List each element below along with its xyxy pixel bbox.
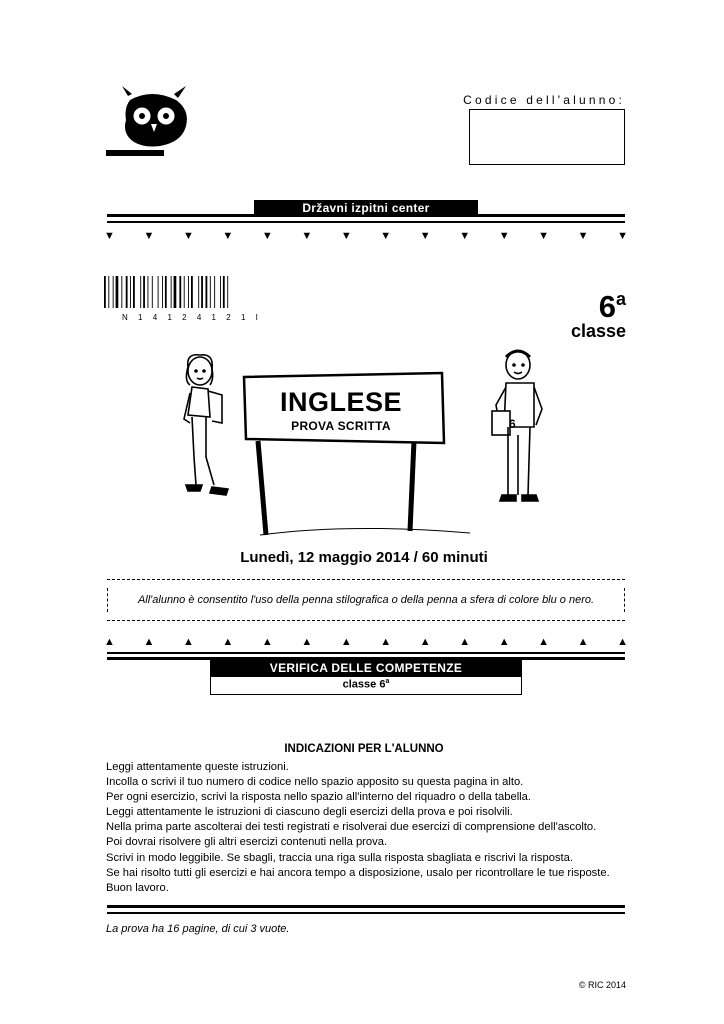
barcode-bar [113,276,114,308]
triangle-up-icon: ▲ [143,636,155,648]
barcode-bar [140,276,141,308]
triangle-down-icon: ▼ [617,230,628,242]
student-code-label: Codice dell'alunno: [463,93,625,107]
instruction-line: Leggi attentamente queste istruzioni. [106,761,289,773]
barcode-bar [152,276,153,308]
instructions-title: INDICAZIONI PER L'ALUNNO [284,743,444,755]
organization-banner: Državni izpitni center [254,200,478,217]
triangle-down-icon: ▼ [182,230,194,242]
barcode-bar [171,276,172,308]
triangle-down-icon: ▼ [143,230,155,242]
triangle-down-icon: ▼ [459,230,471,242]
triangle-up-icon: ▲ [380,636,392,648]
triangle-up-icon: ▲ [577,636,589,648]
instruction-line: Se hai risolto tutti gli esercizi e hai ancora tempo a disposizione, usalo per ricontrollare le tue risposte. [106,866,610,879]
barcode-digit: N [122,313,128,322]
triangle-up-icon: ▲ [104,636,115,648]
down-triangle-row [104,230,628,242]
students-signpost-illustration [170,345,550,545]
triangle-down-icon: ▼ [104,230,115,242]
barcode-digits [104,313,272,322]
barcode-digit: 2 [226,313,231,322]
triangle-up-icon: ▲ [498,636,510,648]
barcode-bar [126,276,128,308]
girl-figure [184,355,228,495]
barcode-digit: 4 [196,313,202,322]
barcode-bar [223,276,225,308]
barcode-bar [174,276,177,308]
book-number: 6 [509,417,516,431]
ric-owl-logo [104,86,200,158]
instruction-line: Buon lavoro. [106,881,169,894]
barcode-bar [162,276,163,308]
competence-title: VERIFICA DELLE COMPETENZE [211,660,521,677]
triangle-down-icon: ▼ [261,230,273,242]
barcode [104,276,274,308]
exam-date: Lunedì, 12 maggio 2014 / 60 minuti [240,549,488,566]
top-divider-thin [107,221,625,223]
triangle-up-icon: ▲ [261,636,273,648]
barcode-bar [108,276,109,308]
triangle-up-icon: ▲ [459,636,471,648]
triangle-up-icon: ▲ [222,636,234,648]
boy-figure [492,351,542,501]
competence-class: classe 6$^a$ [342,678,390,691]
barcode-bar [227,276,228,308]
instruction-line: Nella prima parte ascolterai dei testi registrati e risolverai due esercizi di comprensione dell'ascolto. [106,821,597,834]
barcode-bar [191,276,193,308]
instruction-line: Incolla o scrivi il tuo numero di codice nello spazio apposito su questa pagina in alto. [106,776,524,789]
pages-note: La prova ha 16 pagine, di cui 3 vuote. [106,923,290,935]
barcode-bar [165,276,167,308]
triangle-down-icon: ▼ [380,230,392,242]
barcode-bar [214,276,215,308]
barcode-digit: 1 [138,313,143,322]
barcode-digit: 1 [211,313,216,322]
barcode-bar [201,276,203,308]
triangle-down-icon: ▼ [419,230,431,242]
triangle-down-icon: ▼ [577,230,589,242]
grade-number: 6$^a$ [598,289,626,324]
triangle-up-icon: ▲ [301,636,313,648]
instruction-line: Poi dovrai risolvere gli altri esercizi contenuti nella prova. [106,836,388,849]
triangle-down-icon: ▼ [538,230,550,242]
permitted-tools-text: All'alunno è consentito l'uso della penna stilografica o della penna a sfera di colore blu o nero. [137,594,595,606]
barcode-bar [104,276,106,308]
barcode-digit: I [255,313,258,322]
bottom-divider [107,905,625,908]
instruction-line: Scrivi in modo leggibile. Se sbagli, traccia una riga sulla risposta sbagliata e riscrivi la risposta. [106,851,573,864]
barcode-bar [179,276,181,308]
triangle-up-icon: ▲ [182,636,194,648]
triangle-up-icon: ▲ [617,636,628,648]
instruction-line: Leggi attentamente le istruzioni di ciascuno degli esercizi della prova e poi risolvili. [106,806,513,819]
bottom-divider-thin [107,912,625,914]
barcode-digit: 4 [152,313,158,322]
barcode-bar [143,276,145,308]
grade-word: classe [570,321,626,341]
triangle-down-icon: ▼ [340,230,352,242]
student-code-box[interactable] [469,109,625,165]
barcode-bar [210,276,211,308]
mid-divider-thin [107,652,625,654]
triangle-down-icon: ▼ [301,230,313,242]
copyright: © RIC 2014 [578,980,626,990]
barcode-bar [116,276,119,308]
barcode-bar [148,276,149,308]
barcode-digit: 1 [240,313,246,322]
barcode-bar [198,276,199,308]
barcode-digit: 1 [167,313,172,322]
subject-title: INGLESE [279,387,403,417]
instruction-line: Per ogni esercizio, scrivi la risposta nello spazio all'interno del riquadro o della tabella. [106,791,531,804]
barcode-bar [184,276,185,308]
barcode-bar [130,276,131,308]
barcode-digit: 2 [182,313,187,322]
barcode-bar [133,276,135,308]
barcode-bar [158,276,159,308]
barcode-bar [220,276,221,308]
subject-subtitle: PROVA SCRITTA [291,419,391,433]
triangle-down-icon: ▼ [498,230,510,242]
triangle-down-icon: ▼ [222,230,234,242]
barcode-bar [206,276,208,308]
instructions-list [106,760,626,896]
up-triangle-row [104,636,628,648]
barcode-bar [121,276,122,308]
triangle-up-icon: ▲ [538,636,550,648]
triangle-up-icon: ▲ [340,636,352,648]
triangle-up-icon: ▲ [419,636,431,648]
barcode-bar [188,276,189,308]
